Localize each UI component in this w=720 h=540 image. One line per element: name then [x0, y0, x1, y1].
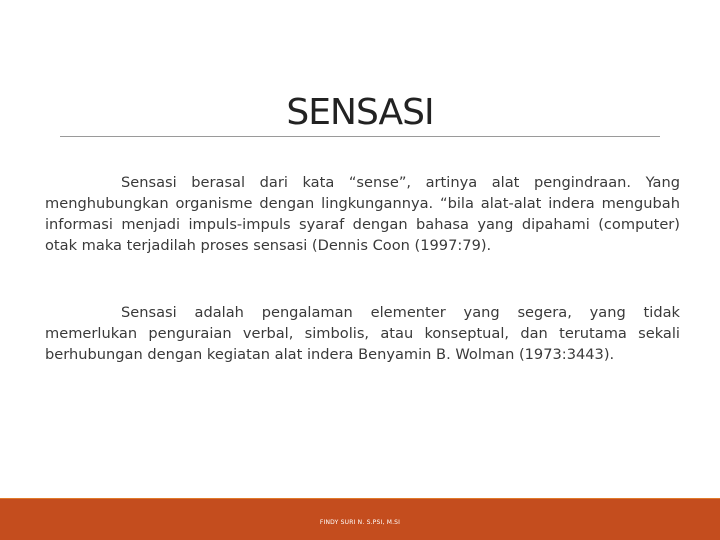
paragraph-definition: Sensasi berasal dari kata “sense”, artinya alat pengindraan. Yang menghubungkan organisme dengan lingkungannya. “bila alat-alat indera mengubah informasi menjadi impuls-impuls syaraf dengan bahasa yang dipahami (computer) otak maka terjadilah proses sensasi (Dennis Coon (1997:79). — [45, 174, 680, 254]
title-divider — [60, 136, 660, 137]
paragraph-experience: Sensasi adalah pengalaman elementer yang segera, yang tidak memerlukan penguraian verbal, simbolis, atau konseptual, dan terutama sekali berhubungan dengan kegiatan alat indera Benyamin B. Wolman (1973:3443). — [45, 304, 680, 363]
slide-title: SENSASI — [286, 92, 434, 133]
footer-author: FINDY SURI N. S.PSI, M.SI — [319, 519, 401, 526]
